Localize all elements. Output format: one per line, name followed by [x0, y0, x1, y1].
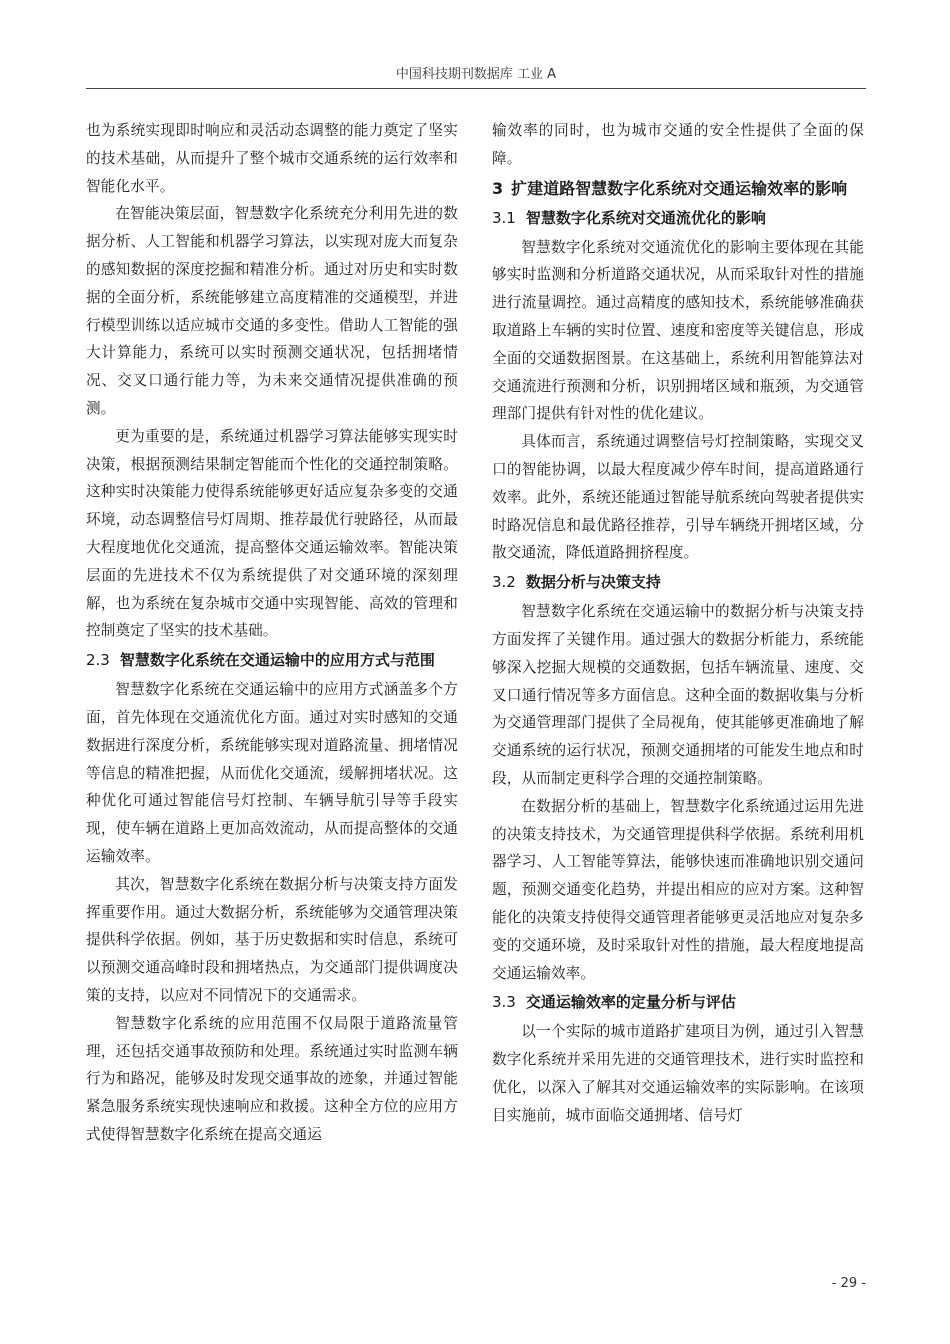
paragraph: 智慧数字化系统的应用范围不仅局限于道路流量管理，还包括交通事故预防和处理。系统通过实时监测车辆行为和路况，能够及时发现交通事故的迹象，并通过智能紧急服务系统实现快速响应和救援。这种全方位的应用方式使得智慧数字化系统在提高交通运 [86, 1014, 458, 1143]
section-heading-3-1 [492, 205, 864, 232]
running-header: 中国科技期刊数据库 工业 A [395, 67, 557, 82]
page-number: - 29 - [831, 1276, 866, 1291]
section-title: 交通运输效率的定量分析与评估 [525, 993, 736, 1012]
paragraph: 以一个实际的城市道路扩建项目为例，通过引入智慧数字化系统并采用先进的交通管理技术，进行实时监控和优化，以深入了解其对交通运输效率的实际影响。在该项目实施前，城市面临交通拥堵、信号灯 [492, 1023, 864, 1124]
paragraph: 输效率的同时，也为城市交通的安全性提供了全面的保障。 [492, 122, 864, 167]
section-title: 数据分析与决策支持 [525, 573, 661, 592]
section-heading-3-2 [492, 569, 864, 596]
section-heading-2-3 [86, 647, 458, 674]
paragraph: 更为重要的是，系统通过机器学习算法能够实现实时决策，根据预测结果制定智能而个性化的交通控制策略。这种实时决策能力使得系统能够更好适应复杂多变的交通环境，动态调整信号灯周期、推荐最优行驶路径，从而最大程度地优化交通流，提高整体交通运输效率。智能决策层面的先进技术不仅为系统提供了对交通环境的深刻理解，也为系统在复杂城市交通中实现智能、高效的管理和控制奠定了坚实的技术基础。 [86, 427, 458, 640]
paragraph: 智慧数字化系统对交通流优化的影响主要体现在其能够实时监测和分析道路交通状况，从而采取针对性的措施进行流量调控。通过高精度的感知技术，系统能够准确获取道路上车辆的实时位置、速度和密度等关键信息，形成全面的交通数据图景。在这基础上，系统利用智能算法对交通流进行预测和分析，识别拥堵区域和瓶颈，为交通管理部门提供有针对性的优化建议。 [492, 238, 864, 423]
paragraph: 在数据分析的基础上，智慧数字化系统通过运用先进的决策支持技术，为交通管理提供科学依据。系统利用机器学习、人工智能等算法，能够快速而准确地识别交通问题，预测交通变化趋势，并提出相应的应对方案。这种智能化的决策支持使得交通管理者能够更灵活地应对复杂多变的交通环境，及时采取针对性的措施，最大程度地提高交通运输效率。 [492, 797, 864, 982]
section-title: 智慧数字化系统对交通流优化的影响 [525, 208, 766, 227]
section-heading-3-3 [492, 989, 864, 1016]
section-title: 扩建道路智慧数字化系统对交通运输效率的影响 [511, 178, 848, 198]
section-heading-3 [492, 175, 864, 203]
paragraph: 智慧数字化系统在交通运输中的数据分析与决策支持方面发挥了关键作用。通过强大的数据分析能力，系统能够深入挖掘大规模的交通数据，包括车辆流量、速度、交叉口通行情况等多方面信息。这种全面的数据收集与分析为交通管理部门提供了全局视角，使其能够更准确地了解交通系统的运行状况，预测交通拥堵的可能发生地点和时段，从而制定更科学合理的交通控制策略。 [492, 603, 864, 787]
section-title: 智慧数字化系统在交通运输中的应用方式与范围 [119, 651, 435, 670]
section-number: 3.3 [492, 993, 516, 1012]
right-column [492, 117, 864, 1130]
paragraph: 具体而言，系统通过调整信号灯控制策略，实现交叉口的智能协调，以最大程度减少停车时间，提高道路通行效率。此外，系统还能通过智能导航系统向驾驶者提供实时路况信息和最优路径推荐，引导车辆绕开拥堵区域，分散交通流，降低道路拥挤程度。 [492, 433, 864, 562]
section-number: 3.1 [492, 208, 516, 227]
paragraph: 在智能决策层面，智慧数字化系统充分利用先进的数据分析、人工智能和机器学习算法，以实现对庞大而复杂的感知数据的深度挖掘和精准分析。通过对历史和实时数据的全面分析，系统能够建立高度精准的交通模型，并进行模型训练以适应城市交通的多变性。借助人工智能的强大计算能力，系统可以实时预测交通状况，包括拥堵情况、交叉口通行能力等，为未来交通情况提供准确的预测。 [86, 205, 458, 417]
paragraph: 其次，智慧数字化系统在数据分析与决策支持方面发挥重要作用。通过大数据分析，系统能够为交通管理决策提供科学依据。例如，基于历史数据和实时信息，系统可以预测交通高峰时段和拥堵热点，为交通部门提供调度决策的支持，以应对不同情况下的交通需求。 [86, 875, 458, 1004]
section-number: 2.3 [86, 651, 110, 670]
paragraph: 智慧数字化系统在交通运输中的应用方式涵盖多个方面，首先体现在交通流优化方面。通过对实时感知的交通数据进行深度分析，系统能够实现对道路流量、拥堵情况等信息的精准把握，从而优化交通流，缓解拥堵状况。这种优化可通过智能信号灯控制、车辆导航引导等手段实现，使车辆在道路上更加高效流动，从而提高整体的交通运输效率。 [86, 681, 458, 865]
section-number: 3.2 [492, 573, 516, 592]
header-rule [86, 88, 866, 89]
section-number: 3 [492, 178, 504, 198]
left-column [86, 117, 458, 1149]
paragraph: 也为系统实现即时响应和灵活动态调整的能力奠定了坚实的技术基础，从而提升了整个城市交通系统的运行效率和智能化水平。 [86, 122, 458, 195]
